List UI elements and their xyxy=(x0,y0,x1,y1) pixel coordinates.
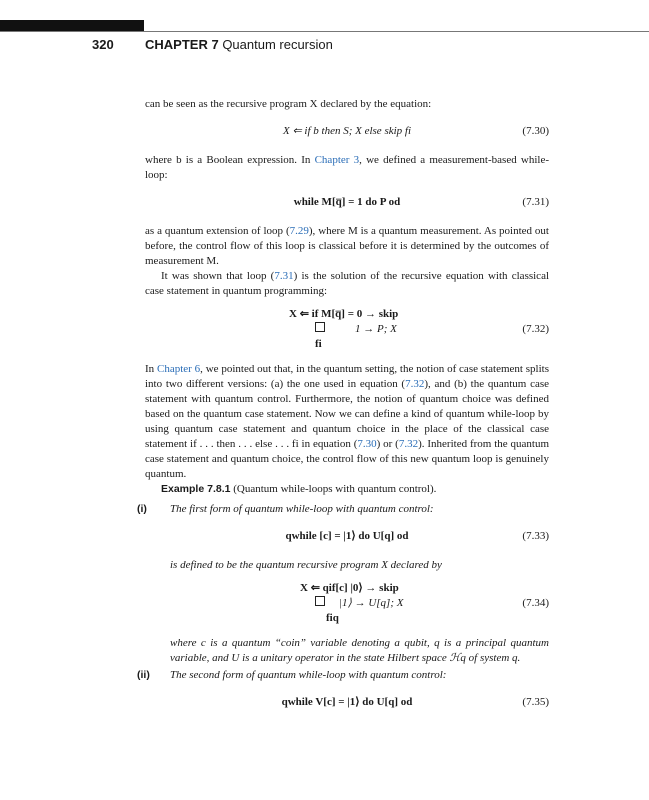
equation-7-31-body: while M[q̅] = 1 do P od xyxy=(293,196,401,208)
example-label: Example 7.8.1 xyxy=(161,483,231,495)
text-run: ) or ( xyxy=(376,438,399,450)
equation-7-34-row-3: fiq xyxy=(326,612,339,624)
paragraph-3 xyxy=(145,224,549,269)
page-number: 320 xyxy=(92,37,114,52)
equation-number: (7.34) xyxy=(522,597,549,609)
item-text: The second form of quantum while-loop with quantum control: xyxy=(170,669,447,681)
text-run: It was shown that loop ( xyxy=(161,270,275,282)
paragraph-1: can be seen as the recursive program X declared by the equation: xyxy=(145,98,432,110)
eq-7-31-link[interactable]: 7.31 xyxy=(274,270,294,282)
eq-7-32-link-2[interactable]: 7.32 xyxy=(398,438,419,450)
equation-7-34-row-2: |1⟩ → U[q]; X xyxy=(339,597,404,609)
item-i-description: where c is a quantum “coin” variable denoting a qubit, q is a principal quantum variable, and U is a unitary operator in the state Hilbert space ℋq of system q. xyxy=(170,637,549,664)
paragraph-2 xyxy=(145,153,549,183)
equation-7-30 xyxy=(145,124,549,139)
chapter-label: CHAPTER 7 xyxy=(145,37,219,52)
equation-7-32-row-1: X ⇐ if M[q̅] = 0 → skip xyxy=(289,308,399,320)
chapter-3-link[interactable]: Chapter 3 xyxy=(314,154,360,166)
header-rule xyxy=(0,31,649,32)
chapter-heading xyxy=(145,37,333,52)
page-body xyxy=(137,97,550,724)
equation-7-32-row-2: 1 → P; X xyxy=(355,323,397,335)
example-title: (Quantum while-loops with quantum control). xyxy=(233,483,437,495)
equation-7-33 xyxy=(145,529,549,544)
choice-box-icon xyxy=(315,596,325,606)
equation-number: (7.35) xyxy=(522,696,549,708)
item-i-continuation: is defined to be the quantum recursive program X declared by xyxy=(170,559,442,571)
equation-7-35-body: qwhile V[c] = |1⟩ do U[q] od xyxy=(281,696,413,708)
equation-number: (7.31) xyxy=(522,196,549,208)
text-run: ), where M is a quantum measurement. As pointed out before, the control flow of this loop is classical before it is determined by the outcomes of measurement M. xyxy=(145,225,549,267)
list-item-i xyxy=(137,502,549,517)
paragraph-4 xyxy=(145,269,549,299)
equation-7-34 xyxy=(145,581,549,626)
choice-box-icon xyxy=(315,322,325,332)
chapter-6-link[interactable]: Chapter 6 xyxy=(156,363,201,375)
text-run: ) is the solution of the recursive equation with classical case statement in quantum programming: xyxy=(145,270,550,297)
list-item-ii xyxy=(137,668,549,683)
chapter-title: Quantum recursion xyxy=(222,37,333,52)
eq-7-29-link[interactable]: 7.29 xyxy=(289,225,309,237)
text-run: as a quantum extension of loop ( xyxy=(145,225,290,237)
equation-number: (7.30) xyxy=(522,125,549,137)
equation-7-35 xyxy=(145,695,549,710)
text-run: , we defined a measurement-based while-loop: xyxy=(145,154,549,181)
text-run: ), and (b) the quantum case statement with quantum control. Furthermore, the notion of quantum choice was defined based on the quantum case statement. Now we can define a kind of quantum while-loop by using quantum case statement and quantum choice in the place of the classical case statement if . . . then . . . else . . . fi in equation ( xyxy=(145,378,549,450)
item-label: (i) xyxy=(137,503,147,515)
equation-number: (7.32) xyxy=(522,323,549,335)
equation-7-31 xyxy=(145,195,549,210)
equation-7-34-row-1: X ⇐ qif[c] |0⟩ → skip xyxy=(300,582,399,594)
equation-7-30-body: X ⇐ if b then S; X else skip fi xyxy=(282,125,412,137)
text-run: In xyxy=(145,363,157,375)
example-heading xyxy=(145,482,549,497)
eq-7-32-link[interactable]: 7.32 xyxy=(405,378,425,390)
text-run: ). Inherited from the quantum case statement and quantum choice, the control flow of this new quantum loop is genuinely quantum. xyxy=(145,438,549,480)
equation-7-32 xyxy=(145,307,549,352)
text-run: , we pointed out that, in the quantum setting, the notion of case statement splits into two different versions: (a) the one used in equation ( xyxy=(145,363,549,390)
paragraph-5 xyxy=(145,362,549,482)
item-label: (ii) xyxy=(137,669,150,681)
eq-7-30-link[interactable]: 7.30 xyxy=(357,438,377,450)
equation-7-32-row-3: fi xyxy=(315,338,322,350)
equation-7-33-body: qwhile [c] = |1⟩ do U[q] od xyxy=(285,530,409,542)
equation-number: (7.33) xyxy=(522,530,549,542)
item-text: The first form of quantum while-loop with quantum control: xyxy=(170,503,434,515)
text-run: where b is a Boolean expression. In xyxy=(145,154,315,166)
